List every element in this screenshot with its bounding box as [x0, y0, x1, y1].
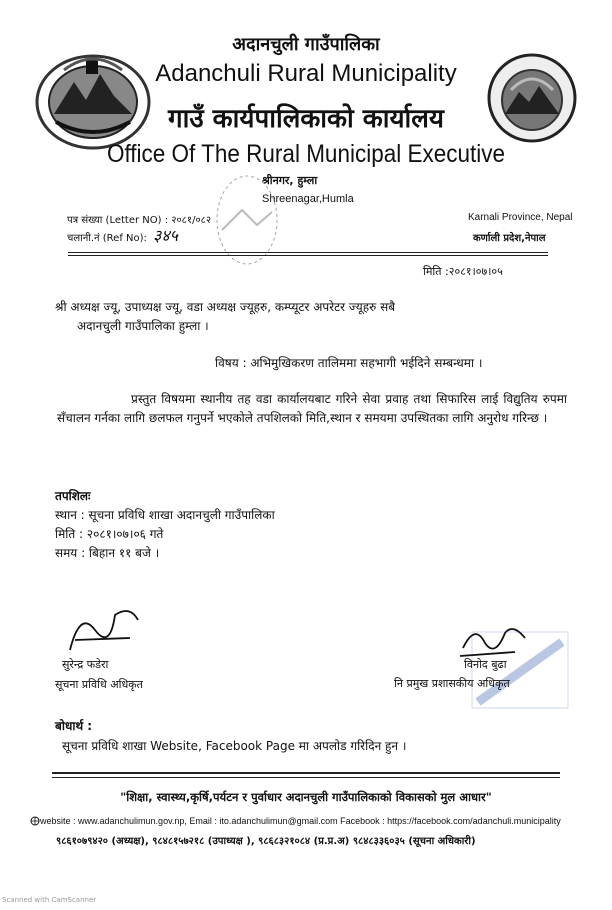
address-nepali: श्रीनगर, हुम्ला [262, 174, 318, 187]
header-divider [68, 252, 548, 253]
municipality-name-nepali: अदानचुली गाउँपालिका [232, 34, 380, 55]
details-date: मिति : २०८१।०७।०६ गते [55, 527, 164, 541]
footer-divider [52, 772, 560, 774]
details-heading: तपशिलः [55, 489, 91, 503]
header-divider-2 [68, 255, 548, 256]
details-time: समय : बिहान ११ बजे । [55, 546, 160, 560]
reference-number-value: ३४५ [153, 226, 178, 245]
footer-contact-web: website : www.adanchulimun.gov.np, Email : ito.adanchulimun@gmail.com Facebook : https://facebook.com/adanchuli.municipality [40, 816, 561, 826]
letter-number: पत्र संख्या (Letter NO) : २०८१/०८२ [67, 215, 212, 226]
right-signatory-name: विनोद बुढा [464, 658, 507, 671]
right-signatory-title: नि प्रमुख प्रशासकीय अधिकृत [394, 677, 510, 690]
footer-divider-2 [52, 777, 560, 778]
footer-contact-phones: ९८६१०७९४२० (अध्यक्ष), ९८४८१५७२१८ (उपाध्यक्ष ), ९८६८३२१०८४ (प्र.प्र.अ) ९८४८३३६०३५ (सूचना अधिकारी) [56, 836, 476, 847]
recipient-line-2: अदानचुली गाउँपालिका हुम्ला । [77, 319, 209, 333]
scanner-watermark: Scanned with CamScanner [2, 896, 97, 904]
details-place: स्थान : सूचना प्रविधि शाखा अदानचुली गाउँपालिका [55, 508, 275, 522]
footer-slogan: "शिक्षा, स्वास्थ्य,कृर्षि,पर्यटन र पुर्वाधार अदानचुली गाउँपालिकाको विकासको मुल आधार" [120, 790, 492, 804]
left-signatory-title: सूचना प्रविधि अधिकृत [55, 678, 143, 691]
province-english: Karnali Province, Nepal [468, 212, 573, 223]
letter-date: मिति :२०८१।०७।०५ [423, 265, 503, 278]
letter-subject: विषय : अभिमुखिकरण तालिममा सहभागी भईदिने सम्बन्धमा । [215, 356, 483, 370]
recipient-line-1: श्री अध्यक्ष ज्यू, उपाध्यक्ष ज्यू, वडा अध्यक्ष ज्यूहरु, कम्प्यूटर अपरेटर ज्यूहरु सबै [55, 300, 396, 314]
address-english: Shreenagar,Humla [262, 193, 354, 205]
note-heading: बोधार्थ : [55, 719, 93, 733]
note-text: सूचना प्रविधि शाखा Website, Facebook Page मा अपलोड गरिदिन हुन । [62, 739, 407, 753]
province-nepali: कर्णाली प्रदेश,नेपाल [473, 233, 546, 244]
municipality-name-english: Adanchuli Rural Municipality [155, 60, 457, 87]
office-name-nepali: गाउँ कार्यपालिकाको कार्यालय [168, 104, 444, 134]
office-name-english: Office Of The Rural Municipal Executive [106, 140, 506, 168]
left-signature [60, 600, 150, 660]
globe-icon [30, 816, 40, 826]
letter-body: प्रस्तुत विषयमा स्थानीय तह वडा कार्यालयबाट गरिने सेवा प्रवाह तथा सिफारिस लाई विद्युतिय रुपमा सँचालन गर्नका लागि छलफल गनुपर्ने भएकोले तपशिलको मिति,स्थान र समयमा उपस्थितका लागि अनुरोध गरिन्छ । [57, 392, 567, 425]
left-signatory-name: सुरेन्द्र फडेरा [62, 658, 109, 671]
reference-number-label: चलानी.नं (Ref No): [67, 233, 147, 244]
